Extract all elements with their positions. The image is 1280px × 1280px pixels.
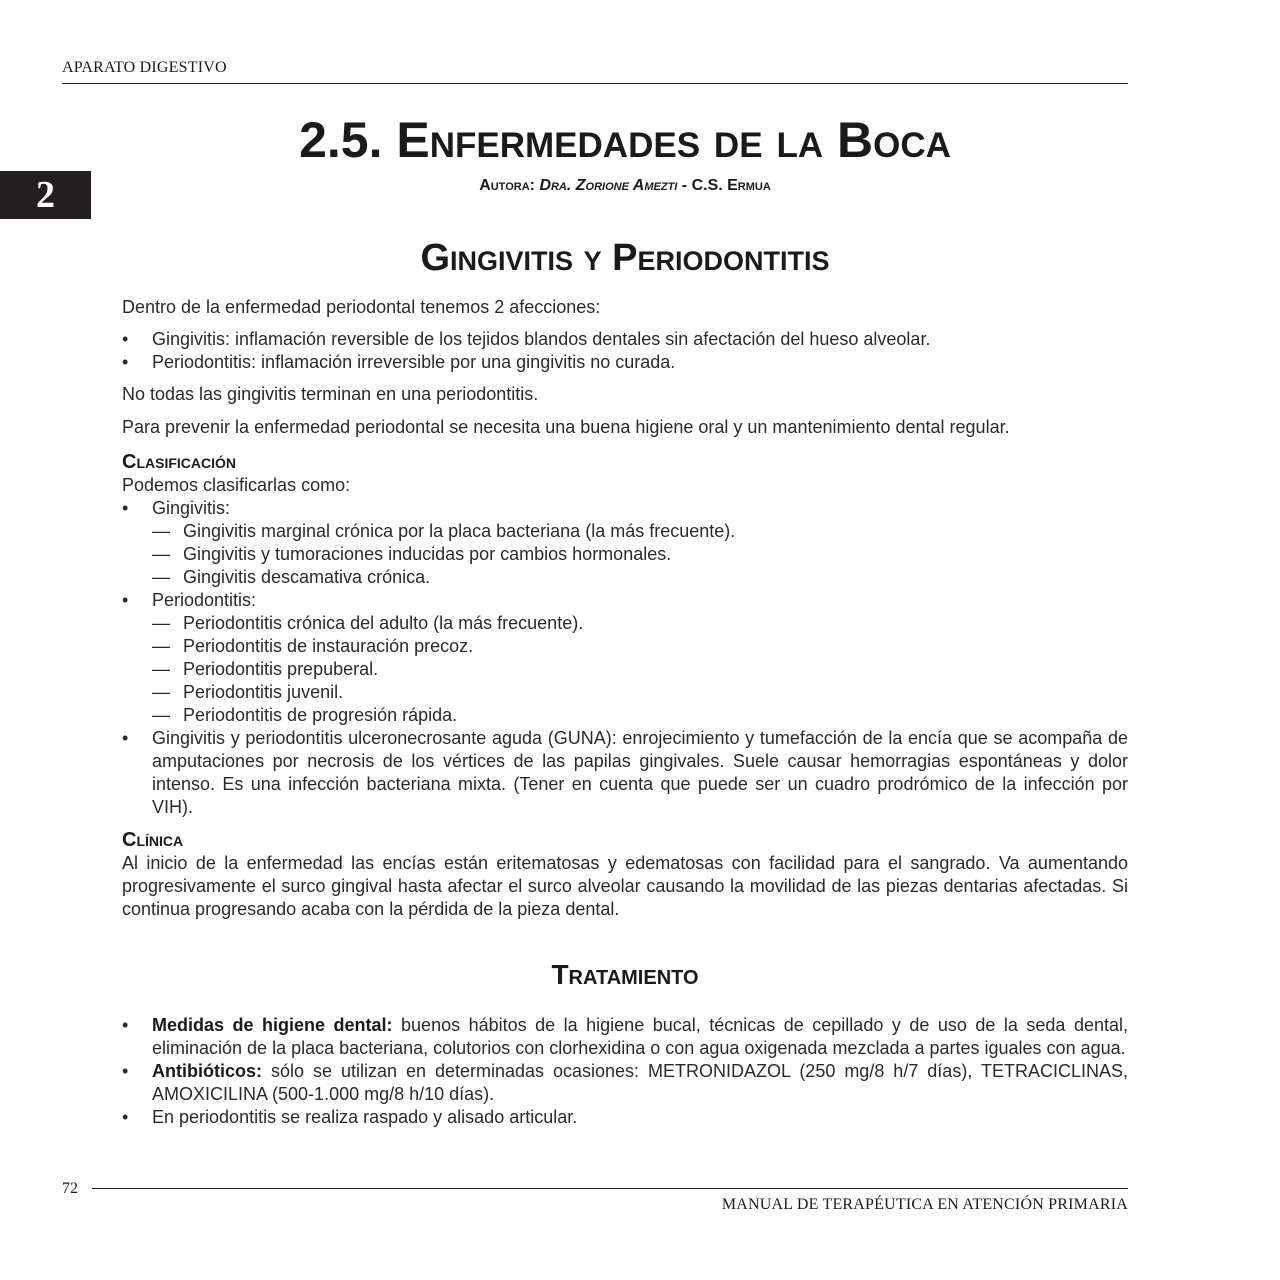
clasificacion-intro: Podemos clasificarlas como: bbox=[122, 475, 351, 495]
tratamiento-list bbox=[122, 1014, 1128, 1129]
list-item bbox=[122, 1060, 1128, 1106]
author-name: Dra. Zorione Amezti bbox=[539, 177, 678, 194]
sub-list-item: — Periodontitis prepuberal. bbox=[122, 658, 1128, 681]
clinica-heading: Clínica bbox=[122, 829, 184, 851]
page-number: 72 bbox=[62, 1180, 78, 1197]
item-lead: Medidas de higiene dental: bbox=[152, 1015, 393, 1035]
chapter-tab: 2 bbox=[0, 171, 91, 219]
item-text: En periodontitis se realiza raspado y alisado articular. bbox=[152, 1107, 578, 1127]
list-item: • Gingivitis: inflamación reversible de los tejidos blandos dentales sin afectación del hueso alveolar. bbox=[122, 328, 1128, 351]
list-item: • Gingivitis: bbox=[122, 497, 1128, 520]
list-item bbox=[122, 1106, 1128, 1129]
clasificacion-section bbox=[122, 451, 1128, 819]
footer-rule bbox=[92, 1188, 1128, 1189]
tratamiento-section bbox=[122, 1014, 1128, 1129]
note-paragraph: No todas las gingivitis terminan en una periodontitis. bbox=[122, 384, 539, 404]
clinica-section bbox=[122, 829, 1128, 921]
note-paragraph: Para prevenir la enfermedad periodontal se necesita una buena higiene oral y un mantenimiento dental regular. bbox=[122, 417, 1010, 437]
item-text: buenos hábitos de la higiene bucal, técnicas de cepillado y de uso de la seda dental, eliminación de la placa bacteriana, colutorios con clorhexidina o con agua oxigenada mezclada a partes iguales con agua. bbox=[152, 1015, 1128, 1058]
author-line bbox=[0, 177, 1250, 195]
author-label: Autora: bbox=[479, 177, 535, 194]
item-lead: Antibióticos: bbox=[152, 1061, 262, 1081]
sub-list-item: — Periodontitis de progresión rápida. bbox=[122, 704, 1128, 727]
item-text: sólo se utilizan en determinadas ocasiones: METRONIDAZOL (250 mg/8 h/7 días), TETRACICLINAS, AMOXICILINA (500-1.000 mg/8 h/10 días). bbox=[152, 1061, 1128, 1104]
section-title-gingivitis: Gingivitis y Periodontitis bbox=[420, 237, 830, 279]
sub-list-item: — Periodontitis crónica del adulto (la más frecuente). bbox=[122, 612, 1128, 635]
clasificacion-heading: Clasificación bbox=[122, 451, 236, 473]
list-item bbox=[122, 1014, 1128, 1060]
afecciones-list bbox=[122, 328, 1128, 374]
sub-list-item: — Periodontitis de instauración precoz. bbox=[122, 635, 1128, 658]
sub-list-item: — Periodontitis juvenil. bbox=[122, 681, 1128, 704]
section-title-tratamiento: Tratamiento bbox=[551, 959, 699, 990]
clinica-paragraph: Al inicio de la enfermedad las encías están eritematosas y edematosas con facilidad para el sangrado. Va aumentando progresivamente el surco gingival hasta afectar el surco alveolar causando la movilidad de las piezas dentarias afectadas. Si continua progresando acaba con la pérdida de la pieza dental. bbox=[122, 853, 1128, 919]
list-item: • Periodontitis: inflamación irreversible por una gingivitis no curada. bbox=[122, 351, 1128, 374]
gingivitis-section bbox=[122, 296, 1128, 439]
sub-list-item: — Gingivitis y tumoraciones inducidas por cambios hormonales. bbox=[122, 543, 1128, 566]
chapter-title: 2.5. Enfermedades de la Boca bbox=[299, 112, 951, 168]
header-rule bbox=[62, 83, 1128, 84]
running-foot: MANUAL DE TERAPÉUTICA EN ATENCIÓN PRIMARIA bbox=[721, 1196, 1128, 1213]
intro-paragraph: Dentro de la enfermedad periodontal tenemos 2 afecciones: bbox=[122, 297, 601, 317]
running-head: APARATO DIGESTIVO bbox=[62, 59, 227, 76]
list-item: • Gingivitis y periodontitis ulceronecrosante aguda (GUNA): enrojecimiento y tumefacción de la encía que se acompaña de amputaciones por necrosis de los vértices de las papilas gingivales. Suele causar hemorragias espontáneas y dolor intenso. Es una infección bacteriana mixta. (Tener en cuenta que puede ser un cuadro prodrómico de la infección por VIH). bbox=[122, 727, 1128, 819]
list-item: • Periodontitis: bbox=[122, 589, 1128, 612]
sub-list-item: — Gingivitis marginal crónica por la placa bacteriana (la más frecuente). bbox=[122, 520, 1128, 543]
clasificacion-list bbox=[122, 497, 1128, 819]
author-center: - C.S. Ermua bbox=[681, 177, 771, 194]
sub-list-item: — Gingivitis descamativa crónica. bbox=[122, 566, 1128, 589]
